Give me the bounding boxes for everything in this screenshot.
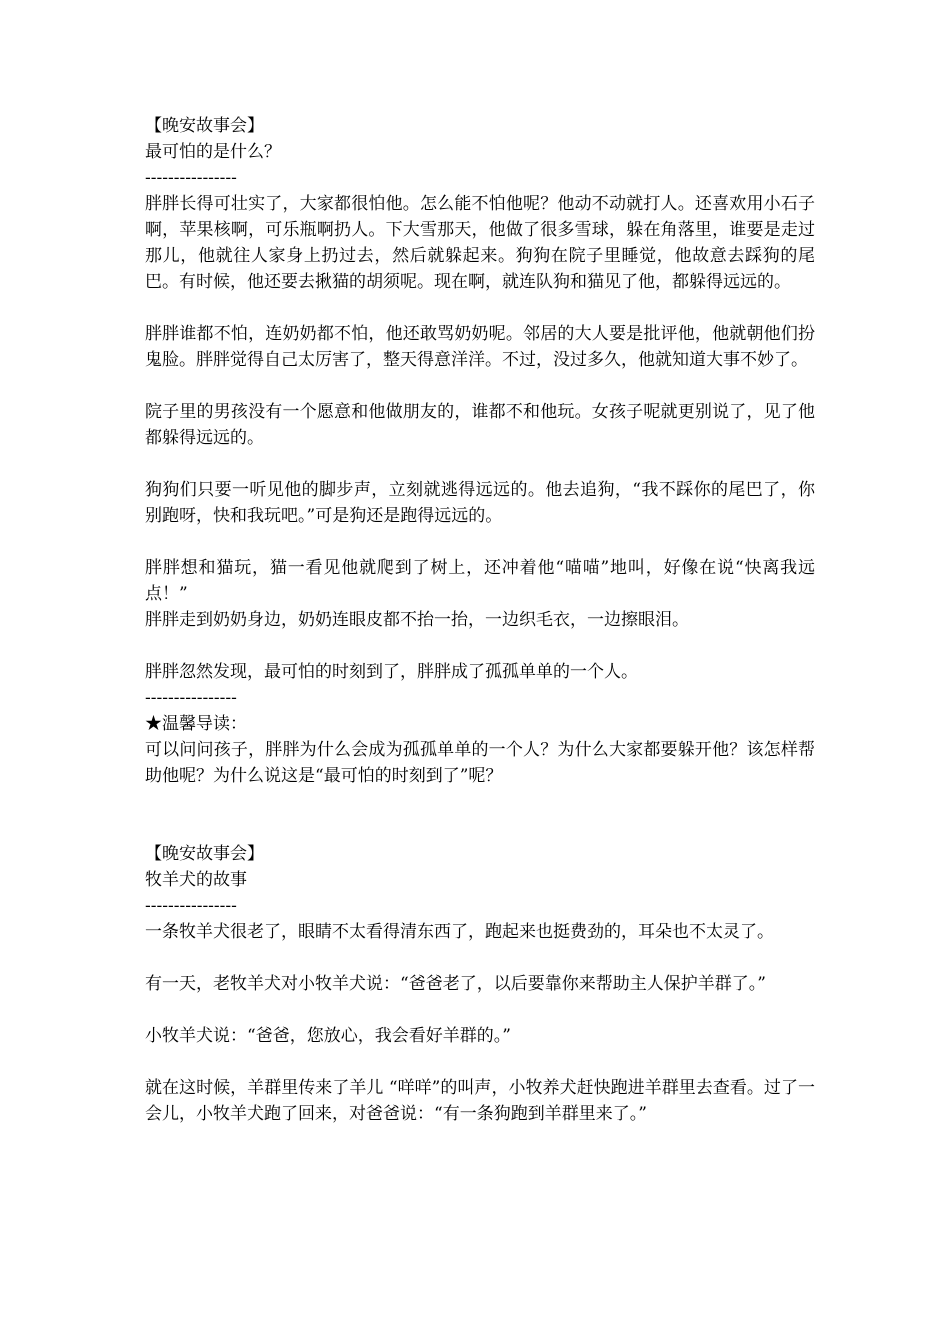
paragraph: 就在这时候，羊群里传来了羊儿 “咩咩”的叫声，小牧养犬赶快跑进羊群里去查看。过了一会儿，小牧羊犬跑了回来，对爸爸说：“有一条狗跑到羊群里来了。” — [145, 1078, 815, 1124]
paragraph: 狗狗们只要一听见他的脚步声，立刻就逃得远远的。他去追狗，“我不踩你的尾巴了，你别跑呀，快和我玩吧。”可是狗还是跑得远远的。 — [145, 480, 815, 526]
story-1 — [145, 113, 815, 789]
paragraph: 胖胖走到奶奶身边，奶奶连眼皮都不抬一抬，一边织毛衣，一边擦眼泪。 — [145, 610, 689, 630]
paragraph: 小牧羊犬说：“爸爸，您放心，我会看好羊群的。” — [145, 1026, 511, 1046]
divider: ---------------- — [145, 896, 237, 916]
story-2 — [145, 841, 815, 1127]
story-series-label: 【晚安故事会】 — [145, 844, 264, 864]
paragraph: 有一天，老牧羊犬对小牧羊犬说：“爸爸老了，以后要靠你来帮助主人保护羊群了。” — [145, 974, 766, 994]
story-title: 最可怕的是什么？ — [145, 142, 281, 162]
divider: ---------------- — [145, 168, 237, 188]
guide-text: 可以问问孩子，胖胖为什么会成为孤孤单单的一个人？为什么大家都要躲开他？该怎样帮助他呢？为什么说这是“最可怕的时刻到了”呢？ — [145, 740, 815, 786]
paragraph: 胖胖谁都不怕，连奶奶都不怕，他还敢骂奶奶呢。邻居的大人要是批评他，他就朝他们扮鬼脸。胖胖觉得自己太厉害了，整天得意洋洋。不过，没过多久，他就知道大事不妙了。 — [145, 324, 815, 370]
document-page — [145, 113, 815, 1127]
story-title: 牧羊犬的故事 — [145, 870, 247, 890]
paragraph: 胖胖想和猫玩，猫一看见他就爬到了树上，还冲着他“喵喵”地叫，好像在说“快离我远点！” — [145, 558, 815, 604]
paragraph: 胖胖忽然发现，最可怕的时刻到了，胖胖成了孤孤单单的一个人。 — [145, 662, 638, 682]
story-series-label: 【晚安故事会】 — [145, 116, 264, 136]
paragraph: 胖胖长得可壮实了，大家都很怕他。怎么能不怕他呢？他动不动就打人。还喜欢用小石子啊，苹果核啊，可乐瓶啊扔人。下大雪那天，他做了很多雪球，躲在角落里，谁要是走过那儿，他就往人家身上扔过去，然后就躲起来。狗狗在院子里睡觉，他故意去踩狗的尾巴。有时候，他还要去揪猫的胡须呢。现在啊，就连队狗和猫见了他，都躲得远远的。 — [145, 194, 815, 292]
paragraph: 院子里的男孩没有一个愿意和他做朋友的，谁都不和他玩。女孩子呢就更别说了，见了他都躲得远远的。 — [145, 402, 815, 448]
guide-title: ★温馨导读： — [145, 714, 247, 734]
paragraph: 一条牧羊犬很老了，眼睛不太看得清东西了，跑起来也挺费劲的，耳朵也不太灵了。 — [145, 922, 774, 942]
divider: ---------------- — [145, 688, 237, 708]
